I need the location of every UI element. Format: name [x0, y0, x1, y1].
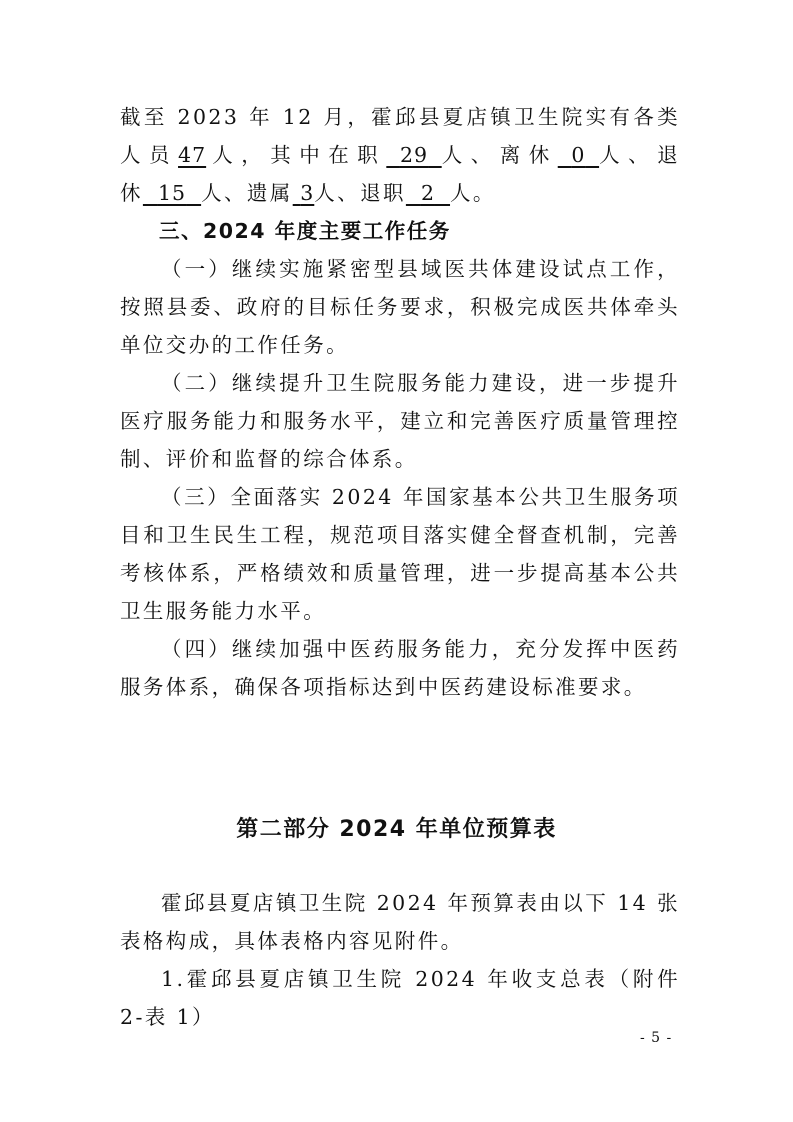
- staff-resigned-value: 2: [420, 181, 435, 205]
- staff-survivors-field: [293, 181, 315, 205]
- part-two-title: 第二部分 2024 年单位预算表: [236, 817, 557, 842]
- staff-text-5: 人、退职: [314, 181, 406, 205]
- task-item-4: （四）继续加强中医药服务能力，充分发挥中医药服务体系，确保各项指标达到中医药建设标准要求。: [120, 637, 680, 699]
- staff-text-intro: 截至 2023 年 12 月，霍邱县夏店镇卫生院实有各类人员: [120, 105, 680, 167]
- task-item-2: （二）继续提升卫生院服务能力建设，进一步提升医疗服务能力和服务水平，建立和完善医疗质量管理控制、评价和监督的综合体系。: [120, 371, 680, 471]
- section-three-heading: 三、2024 年度主要工作任务: [159, 219, 451, 243]
- budget-intro-paragraph: 霍邱县夏店镇卫生院 2024 年预算表由以下 14 张表格构成，具体表格内容见附件。: [120, 891, 680, 953]
- staff-lixiu-value: 0: [571, 143, 586, 167]
- table-list-item-1: 1.霍邱县夏店镇卫生院 2024 年收支总表（附件 2-表 1）: [120, 967, 680, 1029]
- staff-lixiu-field: [558, 143, 599, 167]
- task-item-3: （三）全面落实 2024 年国家基本公共卫生服务项目和卫生民生工程，规范项目落实健全督查机制，完善考核体系，严格绩效和质量管理，进一步提高基本公共卫生服务能力水平。: [120, 485, 680, 623]
- staff-paragraph: [120, 98, 680, 212]
- staff-in-service-field: [386, 143, 441, 167]
- page-number: - 5 -: [640, 1030, 673, 1046]
- staff-text-4: 人、遗属: [201, 181, 293, 205]
- staff-tuixiu-field: [143, 181, 201, 205]
- staff-text-3: 人、退休: [120, 143, 680, 205]
- staff-survivors-value: 3: [300, 181, 315, 205]
- task-item-1: （一）继续实施紧密型县域医共体建设试点工作，按照县委、政府的目标任务要求，积极完成医共体牵头单位交办的工作任务。: [120, 257, 680, 357]
- staff-total-value: 47: [178, 143, 207, 167]
- staff-text-2: 人、离休: [441, 143, 558, 167]
- staff-resigned-field: [406, 181, 450, 205]
- staff-text-6: 人。: [450, 181, 496, 205]
- staff-tuixiu-value: 15: [157, 181, 187, 205]
- staff-in-service-value: 29: [399, 143, 429, 167]
- staff-text-1: 人，其中在职: [206, 143, 387, 167]
